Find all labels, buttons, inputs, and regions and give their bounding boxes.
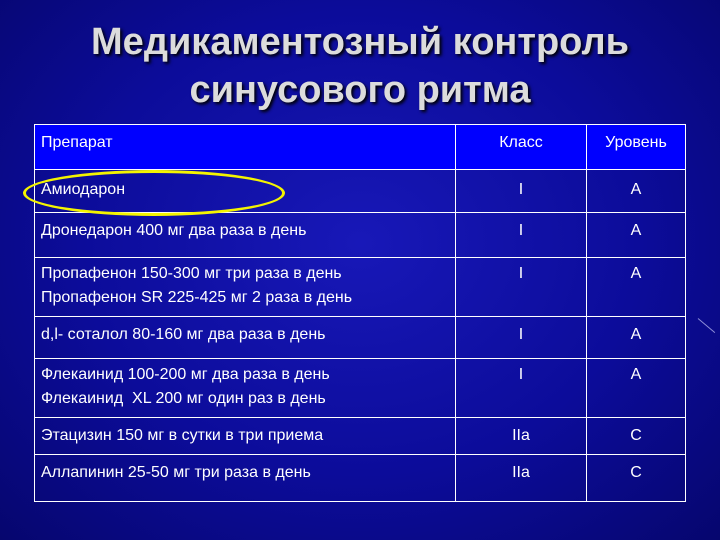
slide-title <box>0 18 720 114</box>
drug-name: d,l- соталол 80-160 мг два раза в день <box>41 326 326 344</box>
table-row <box>35 170 686 213</box>
drug-cell <box>35 454 456 501</box>
drug-cell <box>35 213 456 258</box>
drug-name: Амиодарон <box>41 181 126 199</box>
class-cell: I <box>456 358 587 417</box>
drug-cell <box>35 417 456 454</box>
class-cell: I <box>456 213 587 258</box>
drug-name: Флекаинид XL 200 мг один раз в день <box>41 389 326 407</box>
table-header-row <box>35 125 686 170</box>
drug-name: Дронедарон 400 мг два раза в день <box>41 222 307 240</box>
table-row <box>35 317 686 358</box>
drug-name: Аллапинин 25-50 мг три раза в день <box>41 463 311 481</box>
drug-name: Пропафенон 150-300 мг три раза в день <box>41 265 342 283</box>
class-cell: I <box>456 317 587 358</box>
level-cell: A <box>587 317 686 358</box>
drug-name: Этацизин 150 мг в сутки в три приема <box>41 426 324 444</box>
class-cell: IIa <box>456 417 587 454</box>
drug-cell <box>35 258 456 317</box>
decorative-line <box>698 318 715 333</box>
level-cell: A <box>587 213 686 258</box>
header-class: Класс <box>456 125 587 170</box>
table-row <box>35 213 686 258</box>
class-cell: I <box>456 170 587 213</box>
level-cell: A <box>587 258 686 317</box>
table-row <box>35 258 686 317</box>
level-cell: A <box>587 358 686 417</box>
drug-cell <box>35 358 456 417</box>
level-cell: C <box>587 417 686 454</box>
header-level: Уровень <box>587 125 686 170</box>
level-cell: C <box>587 454 686 501</box>
table-row <box>35 358 686 417</box>
table-row <box>35 454 686 501</box>
class-cell: IIa <box>456 454 587 501</box>
drug-name: Пропафенон SR 225-425 мг 2 раза в день <box>41 289 353 307</box>
class-cell: I <box>456 258 587 317</box>
header-drug: Препарат <box>35 125 456 170</box>
title-line-1: Медикаментозный контроль <box>91 21 629 63</box>
level-cell: A <box>587 170 686 213</box>
title-line-2: синусового ритма <box>189 69 531 111</box>
table-row <box>35 417 686 454</box>
drug-name: Флекаинид 100-200 мг два раза в день <box>41 365 330 383</box>
drug-cell <box>35 170 456 213</box>
drug-table <box>34 124 686 502</box>
drug-cell <box>35 317 456 358</box>
